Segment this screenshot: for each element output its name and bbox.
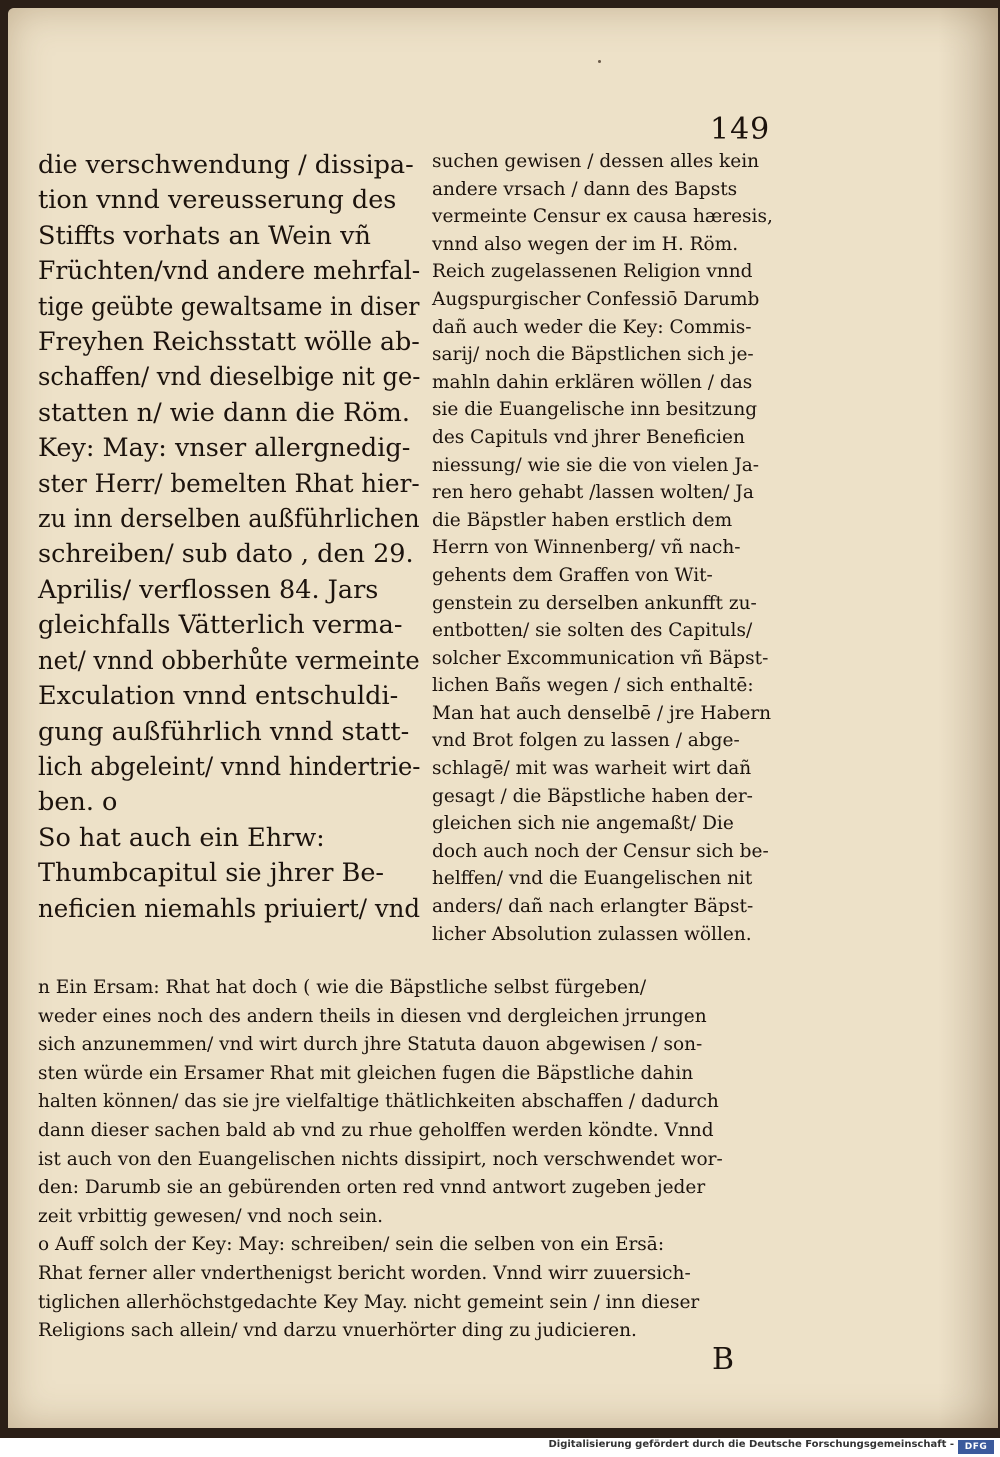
note-line: sten würde ein Ersamer Rhat mit gleichen fugen die Bäpstliche dahin bbox=[38, 1062, 694, 1084]
text-line: dañ auch weder die Key: Commis- bbox=[432, 316, 752, 338]
footer-bar bbox=[0, 1438, 1000, 1457]
text-line: sarij/ noch die Bäpstlichen sich je- bbox=[432, 344, 754, 366]
text-line: andere vrsach / dann des Bapsts bbox=[432, 178, 738, 200]
text-line: Stiffts vorhats an Wein vñ bbox=[38, 220, 371, 251]
text-line: Freyhen Reichsstatt wölle ab- bbox=[38, 327, 420, 358]
note-line: ist auch von den Euangelischen nichts dissipirt, noch verschwendet wor- bbox=[38, 1148, 723, 1170]
text-line: gehents dem Graffen von Wit- bbox=[432, 564, 713, 586]
text-line: vnd Brot folgen zu lassen / abge- bbox=[432, 730, 740, 752]
text-line: Aprilis/ verflossen 84. Jars bbox=[38, 574, 379, 605]
right-text-column bbox=[432, 148, 822, 948]
text-line: des Capituls vnd jhrer Beneficien bbox=[432, 426, 745, 448]
text-line: schaffen/ vnd dieselbige nit ge- bbox=[38, 362, 421, 393]
note-line: halten können/ das sie jre vielfaltige thätlichkeiten abschaffen / dadurch bbox=[38, 1091, 719, 1113]
text-line: licher Absolution zulassen wöllen. bbox=[432, 923, 752, 945]
text-line: vnnd also wegen der im H. Röm. bbox=[432, 233, 739, 255]
note-line: o Auff solch der Key: May: schreiben/ sein die selben von ein Ersā: bbox=[38, 1234, 665, 1256]
dfg-logo: DFG bbox=[958, 1440, 994, 1454]
note-line: weder eines noch des andern theils in diesen vnd dergleichen jrrungen bbox=[38, 1005, 707, 1027]
text-line: gleichen sich nie angemaßt/ Die bbox=[432, 813, 734, 835]
note-line: den: Darumb sie an gebürenden orten red vnnd antwort zugeben jeder bbox=[38, 1177, 706, 1199]
text-line: lich abgeleint/ vnnd hindertrie- bbox=[38, 751, 421, 782]
note-line: Religions sach allein/ vnd darzu vnuerhörter ding zu judicieren. bbox=[38, 1320, 637, 1342]
note-line: dann dieser sachen bald ab vnd zu rhue geholffen werden köndte. Vnnd bbox=[38, 1119, 714, 1141]
text-line: entbotten/ sie solten des Capituls/ bbox=[432, 620, 753, 642]
text-line: die Bäpstler haben erstlich dem bbox=[432, 509, 733, 531]
text-line: ben. o bbox=[38, 787, 118, 818]
text-line: neficien niemahls priuiert/ vnd bbox=[38, 893, 421, 924]
text-line: Herrn von Winnenberg/ vñ nach- bbox=[432, 537, 741, 559]
text-line: net/ vnnd obberhůte vermeinte bbox=[38, 645, 420, 676]
text-line: ren hero gehabt /lassen wolten/ Ja bbox=[432, 482, 754, 504]
text-line: vermeinte Censur ex causa hæresis, bbox=[432, 206, 773, 228]
text-line: Man hat auch denselbē / jre Habern bbox=[432, 702, 772, 724]
text-line: tige geübte gewaltsame in diser bbox=[38, 291, 420, 322]
text-line: Reich zugelassenen Religion vnnd bbox=[432, 261, 753, 283]
bottom-notes bbox=[38, 974, 828, 1346]
text-line: sie die Euangelische inn besitzung bbox=[432, 399, 758, 421]
catchword: B bbox=[712, 1342, 735, 1377]
text-line: tion vnnd vereusserung des bbox=[38, 185, 397, 216]
left-text-column bbox=[38, 148, 420, 927]
text-line: gesagt / die Bäpstliche haben der- bbox=[432, 785, 753, 807]
note-line: Rhat ferner aller vnderthenigst bericht worden. Vnnd wirr zuuersich- bbox=[38, 1262, 691, 1284]
note-line: sich anzunemmen/ vnd wirt durch jhre Statuta dauon abgewisen / son- bbox=[38, 1034, 703, 1056]
text-line: die verschwendung / dissipa- bbox=[38, 150, 414, 180]
text-line: schreiben/ sub dato , den 29. bbox=[38, 539, 414, 570]
text-line: solcher Excommunication vñ Bäpst- bbox=[432, 647, 769, 669]
text-line: lichen Bañs wegen / sich enthaltē: bbox=[432, 675, 754, 697]
text-line: statten n/ wie dann die Röm. bbox=[38, 397, 410, 428]
page-edge-shading bbox=[938, 8, 998, 1428]
text-line: genstein zu derselben ankunfft zu- bbox=[432, 592, 757, 614]
text-line: doch auch noch der Censur sich be- bbox=[432, 840, 769, 862]
paper-speck bbox=[598, 60, 601, 63]
text-line: schlagē/ mit was warheit wirt dañ bbox=[432, 758, 752, 780]
text-line: zu inn derselben außführlichen bbox=[38, 504, 420, 535]
digitization-credit: Digitalisierung gefördert durch die Deutsche Forschungsgemeinschaft - bbox=[548, 1439, 954, 1450]
text-line: Früchten/vnd andere mehrfal- bbox=[38, 256, 421, 287]
text-line: Thumbcapitul sie jhrer Be- bbox=[38, 858, 385, 889]
text-line: gung außführlich vnnd statt- bbox=[38, 716, 410, 747]
text-line: suchen gewisen / dessen alles kein bbox=[432, 151, 760, 172]
text-line: ster Herr/ bemelten Rhat hier- bbox=[38, 468, 420, 499]
text-line: helffen/ vnd die Euangelischen nit bbox=[432, 868, 753, 890]
text-line: anders/ dañ nach erlangter Bäpst- bbox=[432, 896, 754, 918]
note-line: zeit vrbittig gewesen/ vnd noch sein. bbox=[38, 1205, 383, 1227]
note-line: tiglichen allerhöchstgedachte Key May. nicht gemeint sein / inn dieser bbox=[38, 1291, 700, 1313]
text-line: Augspurgischer Confessiō Darumb bbox=[432, 288, 760, 310]
text-line: mahln dahin erklären wöllen / das bbox=[432, 371, 753, 393]
page-number: 149 bbox=[710, 112, 771, 147]
text-line: So hat auch ein Ehrw: bbox=[38, 822, 325, 853]
text-line: Exculation vnnd entschuldi- bbox=[38, 681, 399, 712]
text-line: niessung/ wie sie die von vielen Ja- bbox=[432, 454, 760, 476]
note-line: n Ein Ersam: Rhat hat doch ( wie die Bäpstliche selbst fürgeben/ bbox=[38, 977, 647, 998]
text-line: gleichfalls Vätterlich verma- bbox=[38, 610, 403, 641]
text-line: Key: May: vnser allergnedig- bbox=[38, 433, 411, 464]
